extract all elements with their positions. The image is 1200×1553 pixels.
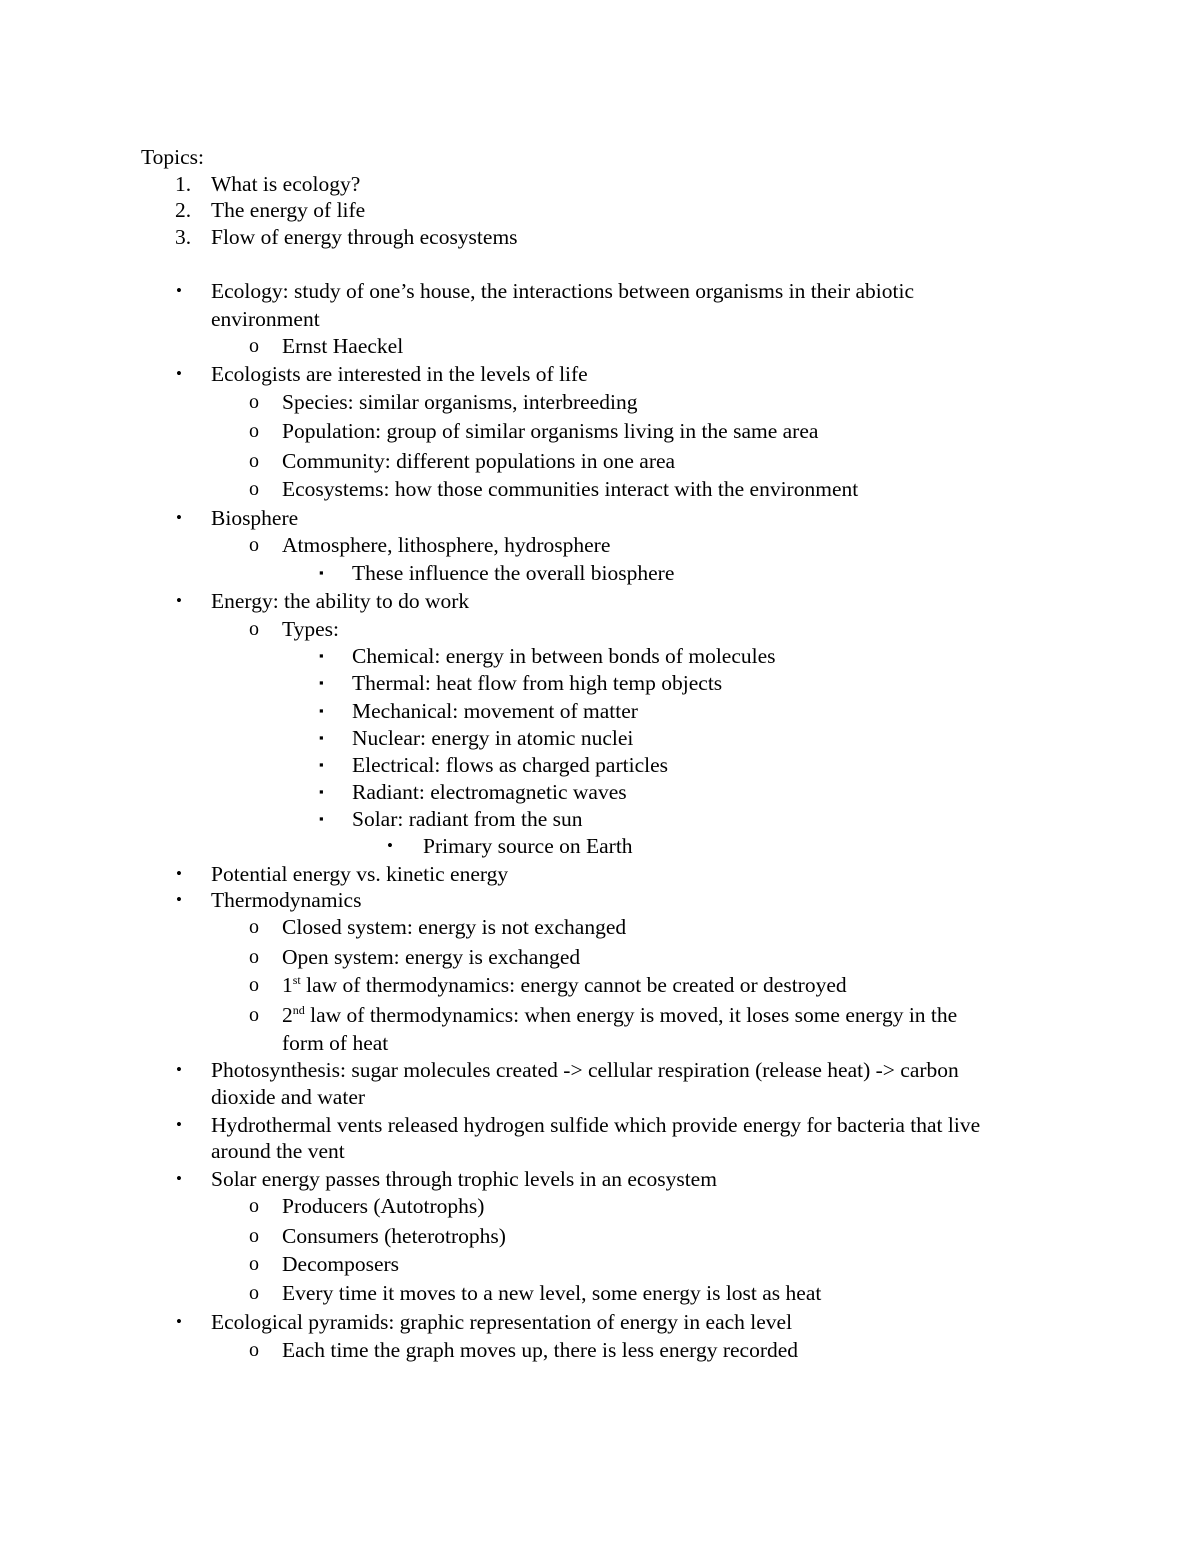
bullet-text: Solar energy passes through trophic levels in an ecosystem (211, 1167, 717, 1191)
sub-sub-text: Thermal: heat flow from high temp objects (352, 671, 723, 695)
sub-item (0, 475, 1200, 503)
sub-text: Every time it moves to a new level, some energy is lost as heat (282, 1281, 822, 1305)
bullet-marker: • (176, 591, 182, 610)
bullet-item (0, 1111, 1200, 1139)
sub-sub-item (0, 805, 1200, 833)
square-marker: ▪ (319, 648, 324, 663)
square-marker: ▪ (319, 757, 324, 772)
bullet-marker: • (176, 890, 182, 909)
sub-sub-text: These influence the overall biosphere (352, 561, 675, 585)
bullet-item (0, 587, 1200, 615)
bullet-marker: • (176, 1169, 182, 1188)
bullet-text: Potential energy vs. kinetic energy (211, 862, 509, 886)
circle-marker: o (249, 946, 259, 968)
bullet-item (0, 886, 1200, 914)
sub-text: Producers (Autotrophs) (282, 1194, 485, 1218)
circle-marker: o (249, 1339, 259, 1361)
bullet-item (0, 360, 1200, 388)
bullet-continuation (0, 1083, 1200, 1111)
bullet-text: dioxide and water (211, 1085, 366, 1109)
bullet-item (0, 1308, 1200, 1336)
square-marker: ▪ (319, 675, 324, 690)
sub-item (0, 1192, 1200, 1220)
bullet-marker: • (176, 508, 182, 527)
law-text: law of thermodynamics: energy cannot be created or destroyed (300, 973, 847, 997)
bullet-continuation (0, 305, 1200, 333)
law-text: law of thermodynamics: when energy is moved, it loses some energy in the (304, 1003, 958, 1027)
circle-marker: o (249, 916, 259, 938)
bullet-continuation (0, 1137, 1200, 1165)
sub-item (0, 1336, 1200, 1364)
sub-text: Each time the graph moves up, there is less energy recorded (282, 1338, 799, 1362)
sub-text (282, 971, 847, 999)
topic-text: What is ecology? (211, 172, 361, 196)
sub-sub-item (0, 697, 1200, 725)
bullet-text: Ecologists are interested in the levels of life (211, 362, 588, 386)
bullet-marker: • (176, 1060, 182, 1079)
sub-sub-item (0, 559, 1200, 587)
sub-text: form of heat (282, 1031, 389, 1055)
sub-item (0, 1001, 1200, 1029)
bullet-item (0, 1056, 1200, 1084)
circle-marker: o (249, 1253, 259, 1275)
topic-text: The energy of life (211, 198, 366, 222)
ordinal-number: 1 (282, 973, 293, 997)
sub-text: Ernst Haeckel (282, 334, 404, 358)
bullet-marker: • (176, 1115, 182, 1134)
sub-text: Ecosystems: how those communities interact with the environment (282, 477, 859, 501)
topic-number: 2. (175, 198, 192, 222)
sub-sub-item (0, 724, 1200, 752)
circle-marker: o (249, 534, 259, 556)
bullet-text: Ecology: study of one’s house, the interactions between organisms in their abiotic (211, 279, 914, 303)
square-marker: ▪ (319, 811, 324, 826)
ordinal-number: 2 (282, 1003, 293, 1027)
sub-item (0, 417, 1200, 445)
topic-number: 1. (175, 172, 192, 196)
sub-text: Open system: energy is exchanged (282, 945, 581, 969)
sub-item (0, 388, 1200, 416)
topics-heading: Topics: (141, 145, 204, 169)
bullet-marker: • (176, 281, 182, 300)
bullet-marker: • (176, 1312, 182, 1331)
bullet-text: Hydrothermal vents released hydrogen sulfide which provide energy for bacteria that live (211, 1113, 981, 1137)
sub-text: Population: group of similar organisms living in the same area (282, 419, 819, 443)
topic-item (0, 196, 1200, 224)
bullet-text: Thermodynamics (211, 888, 362, 912)
sub-item (0, 971, 1200, 999)
sub-text: Types: (282, 617, 340, 641)
circle-marker: o (249, 618, 259, 640)
sub-sub-text: Solar: radiant from the sun (352, 807, 583, 831)
bullet-text: environment (211, 307, 320, 331)
topic-text: Flow of energy through ecosystems (211, 225, 518, 249)
sub-text: Decomposers (282, 1252, 400, 1276)
circle-marker: o (249, 335, 259, 357)
level4-item (0, 832, 1200, 860)
sub-item (0, 447, 1200, 475)
topic-item (0, 170, 1200, 198)
bullet-marker: • (176, 864, 182, 883)
sub-text: Species: similar organisms, interbreeding (282, 390, 638, 414)
sub-item (0, 1250, 1200, 1278)
circle-marker: o (249, 1225, 259, 1247)
circle-marker: o (249, 420, 259, 442)
topic-item (0, 223, 1200, 251)
circle-marker: o (249, 974, 259, 996)
sub-text: Closed system: energy is not exchanged (282, 915, 627, 939)
bullet-text: Biosphere (211, 506, 299, 530)
topics-heading-line (0, 143, 1200, 171)
sub-text: Atmosphere, lithosphere, hydrosphere (282, 533, 611, 557)
sub-item (0, 943, 1200, 971)
circle-marker: o (249, 478, 259, 500)
sub-item (0, 332, 1200, 360)
sub-sub-item (0, 642, 1200, 670)
sub-sub-item (0, 778, 1200, 806)
bullet-text: Photosynthesis: sugar molecules created -> cellular respiration (release heat) -> carbon (211, 1058, 959, 1082)
sub-item (0, 531, 1200, 559)
sub-item (0, 913, 1200, 941)
circle-marker: o (249, 1195, 259, 1217)
sub-sub-text: Radiant: electromagnetic waves (352, 780, 627, 804)
bullet-item (0, 504, 1200, 532)
sub-text (282, 1001, 957, 1029)
circle-marker: o (249, 1282, 259, 1304)
circle-marker: o (249, 450, 259, 472)
sub-continuation (0, 1029, 1200, 1057)
bullet-text: around the vent (211, 1139, 345, 1163)
level4-text: Primary source on Earth (423, 834, 633, 858)
sub-sub-text: Nuclear: energy in atomic nuclei (352, 726, 634, 750)
bullet-marker: • (387, 836, 393, 855)
square-marker: ▪ (319, 784, 324, 799)
sub-sub-item (0, 669, 1200, 697)
bullet-text: Ecological pyramids: graphic representation of energy in each level (211, 1310, 793, 1334)
sub-sub-text: Mechanical: movement of matter (352, 699, 638, 723)
square-marker: ▪ (319, 565, 324, 580)
sub-item (0, 1279, 1200, 1307)
topic-number: 3. (175, 225, 192, 249)
sub-text: Community: different populations in one area (282, 449, 676, 473)
bullet-marker: • (176, 364, 182, 383)
sub-sub-text: Electrical: flows as charged particles (352, 753, 668, 777)
ordinal-suffix: st (292, 973, 301, 987)
bullet-text: Energy: the ability to do work (211, 589, 470, 613)
sub-sub-text: Chemical: energy in between bonds of molecules (352, 644, 776, 668)
sub-text: Consumers (heterotrophs) (282, 1224, 506, 1248)
circle-marker: o (249, 391, 259, 413)
square-marker: ▪ (319, 730, 324, 745)
bullet-item (0, 277, 1200, 305)
square-marker: ▪ (319, 703, 324, 718)
sub-item (0, 615, 1200, 643)
ordinal-suffix: nd (292, 1003, 305, 1017)
bullet-item (0, 860, 1200, 888)
circle-marker: o (249, 1004, 259, 1026)
bullet-item (0, 1165, 1200, 1193)
sub-sub-item (0, 751, 1200, 779)
sub-item (0, 1222, 1200, 1250)
